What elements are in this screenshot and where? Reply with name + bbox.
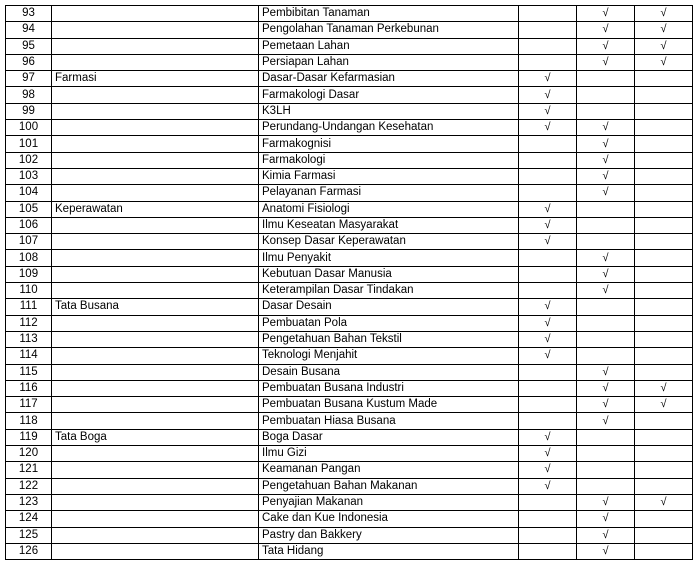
program-cell xyxy=(52,120,259,136)
program-cell xyxy=(52,22,259,38)
check-cell-2: √ xyxy=(577,527,635,543)
program-cell: Tata Boga xyxy=(52,429,259,445)
check-cell-2: √ xyxy=(577,250,635,266)
check-cell-3 xyxy=(635,152,693,168)
row-number-cell: 110 xyxy=(6,283,52,299)
table-row xyxy=(6,283,693,299)
check-cell-1 xyxy=(519,511,577,527)
program-cell xyxy=(52,152,259,168)
subject-cell: Pemetaan Lahan xyxy=(259,38,519,54)
row-number-cell: 111 xyxy=(6,299,52,315)
check-cell-1 xyxy=(519,397,577,413)
check-cell-2: √ xyxy=(577,397,635,413)
program-cell xyxy=(52,6,259,22)
subject-cell: Ilmu Gizi xyxy=(259,446,519,462)
check-cell-2 xyxy=(577,478,635,494)
row-number-cell: 107 xyxy=(6,234,52,250)
check-cell-2 xyxy=(577,71,635,87)
check-cell-2 xyxy=(577,201,635,217)
table-row xyxy=(6,120,693,136)
table-row xyxy=(6,168,693,184)
program-cell xyxy=(52,168,259,184)
check-cell-1: √ xyxy=(519,331,577,347)
program-cell xyxy=(52,380,259,396)
subject-cell: Pelayanan Farmasi xyxy=(259,185,519,201)
check-cell-3 xyxy=(635,266,693,282)
subject-cell: Pembuatan Busana Kustum Made xyxy=(259,397,519,413)
check-cell-2: √ xyxy=(577,543,635,559)
table-row xyxy=(6,71,693,87)
subject-cell: Dasar-Dasar Kefarmasian xyxy=(259,71,519,87)
check-cell-3: √ xyxy=(635,6,693,22)
check-cell-2 xyxy=(577,331,635,347)
row-number-cell: 105 xyxy=(6,201,52,217)
subject-cell: Farmakognisi xyxy=(259,136,519,152)
table-row xyxy=(6,201,693,217)
subject-cell: Desain Busana xyxy=(259,364,519,380)
check-cell-2 xyxy=(577,87,635,103)
table-row xyxy=(6,185,693,201)
check-cell-3 xyxy=(635,120,693,136)
check-cell-3 xyxy=(635,511,693,527)
check-cell-2 xyxy=(577,299,635,315)
row-number-cell: 100 xyxy=(6,120,52,136)
table-row xyxy=(6,413,693,429)
row-number-cell: 121 xyxy=(6,462,52,478)
table-row xyxy=(6,511,693,527)
subject-cell: Ilmu Keseatan Masyarakat xyxy=(259,217,519,233)
check-cell-1: √ xyxy=(519,478,577,494)
table-row xyxy=(6,266,693,282)
row-number-cell: 123 xyxy=(6,494,52,510)
check-cell-3: √ xyxy=(635,38,693,54)
table-row xyxy=(6,54,693,70)
check-cell-2 xyxy=(577,234,635,250)
subject-cell: Boga Dasar xyxy=(259,429,519,445)
check-cell-1 xyxy=(519,494,577,510)
row-number-cell: 124 xyxy=(6,511,52,527)
check-cell-2: √ xyxy=(577,6,635,22)
program-cell xyxy=(52,234,259,250)
row-number-cell: 119 xyxy=(6,429,52,445)
subject-cell: Konsep Dasar Keperawatan xyxy=(259,234,519,250)
check-cell-3 xyxy=(635,103,693,119)
check-cell-1 xyxy=(519,38,577,54)
check-cell-3: √ xyxy=(635,397,693,413)
check-cell-3 xyxy=(635,331,693,347)
check-cell-2: √ xyxy=(577,266,635,282)
check-cell-2 xyxy=(577,348,635,364)
check-cell-1 xyxy=(519,266,577,282)
check-cell-1 xyxy=(519,364,577,380)
subject-cell: Farmakologi xyxy=(259,152,519,168)
row-number-cell: 122 xyxy=(6,478,52,494)
row-number-cell: 104 xyxy=(6,185,52,201)
row-number-cell: 98 xyxy=(6,87,52,103)
check-cell-1 xyxy=(519,380,577,396)
check-cell-3 xyxy=(635,429,693,445)
check-cell-3 xyxy=(635,299,693,315)
check-cell-2: √ xyxy=(577,120,635,136)
check-cell-3 xyxy=(635,543,693,559)
check-cell-2: √ xyxy=(577,22,635,38)
check-cell-1: √ xyxy=(519,462,577,478)
check-cell-2 xyxy=(577,217,635,233)
program-cell xyxy=(52,136,259,152)
program-cell xyxy=(52,87,259,103)
check-cell-2: √ xyxy=(577,364,635,380)
check-cell-3 xyxy=(635,315,693,331)
check-cell-1 xyxy=(519,185,577,201)
check-cell-1: √ xyxy=(519,87,577,103)
program-cell xyxy=(52,38,259,54)
check-cell-3 xyxy=(635,136,693,152)
check-cell-2 xyxy=(577,315,635,331)
check-cell-3: √ xyxy=(635,494,693,510)
check-cell-2 xyxy=(577,103,635,119)
program-cell xyxy=(52,511,259,527)
subject-cell: Farmakologi Dasar xyxy=(259,87,519,103)
table-row xyxy=(6,397,693,413)
check-cell-2: √ xyxy=(577,136,635,152)
table-row xyxy=(6,315,693,331)
check-cell-2: √ xyxy=(577,185,635,201)
subject-cell: Teknologi Menjahit xyxy=(259,348,519,364)
check-cell-2: √ xyxy=(577,152,635,168)
table-row xyxy=(6,494,693,510)
check-cell-1 xyxy=(519,413,577,429)
check-cell-3 xyxy=(635,462,693,478)
check-cell-3 xyxy=(635,71,693,87)
check-cell-1: √ xyxy=(519,103,577,119)
row-number-cell: 126 xyxy=(6,543,52,559)
program-cell: Tata Busana xyxy=(52,299,259,315)
check-cell-1 xyxy=(519,136,577,152)
table-row xyxy=(6,152,693,168)
program-cell xyxy=(52,250,259,266)
table-row xyxy=(6,331,693,347)
check-cell-3 xyxy=(635,527,693,543)
check-cell-1 xyxy=(519,22,577,38)
check-cell-3 xyxy=(635,446,693,462)
check-cell-2: √ xyxy=(577,38,635,54)
row-number-cell: 120 xyxy=(6,446,52,462)
program-cell xyxy=(52,478,259,494)
check-cell-3 xyxy=(635,87,693,103)
check-cell-3 xyxy=(635,201,693,217)
program-cell xyxy=(52,397,259,413)
row-number-cell: 97 xyxy=(6,71,52,87)
check-cell-1 xyxy=(519,168,577,184)
program-cell: Farmasi xyxy=(52,71,259,87)
program-cell xyxy=(52,185,259,201)
table-row xyxy=(6,446,693,462)
row-number-cell: 112 xyxy=(6,315,52,331)
subject-cell: Kimia Farmasi xyxy=(259,168,519,184)
subject-cell: Pengetahuan Bahan Tekstil xyxy=(259,331,519,347)
row-number-cell: 113 xyxy=(6,331,52,347)
subject-cell: Kebutuan Dasar Manusia xyxy=(259,266,519,282)
check-cell-1: √ xyxy=(519,429,577,445)
subject-table xyxy=(5,5,693,560)
row-number-cell: 102 xyxy=(6,152,52,168)
check-cell-3 xyxy=(635,168,693,184)
table-row xyxy=(6,348,693,364)
row-number-cell: 117 xyxy=(6,397,52,413)
subject-cell: Perundang-Undangan Kesehatan xyxy=(259,120,519,136)
program-cell xyxy=(52,527,259,543)
check-cell-2 xyxy=(577,446,635,462)
check-cell-1 xyxy=(519,283,577,299)
row-number-cell: 99 xyxy=(6,103,52,119)
check-cell-3 xyxy=(635,364,693,380)
program-cell xyxy=(52,217,259,233)
program-cell xyxy=(52,364,259,380)
check-cell-3 xyxy=(635,348,693,364)
check-cell-2: √ xyxy=(577,283,635,299)
row-number-cell: 103 xyxy=(6,168,52,184)
check-cell-1 xyxy=(519,152,577,168)
check-cell-1: √ xyxy=(519,299,577,315)
row-number-cell: 106 xyxy=(6,217,52,233)
subject-cell: Pembuatan Hiasa Busana xyxy=(259,413,519,429)
check-cell-1: √ xyxy=(519,71,577,87)
check-cell-2: √ xyxy=(577,494,635,510)
row-number-cell: 116 xyxy=(6,380,52,396)
check-cell-3: √ xyxy=(635,22,693,38)
program-cell xyxy=(52,494,259,510)
subject-cell: Anatomi Fisiologi xyxy=(259,201,519,217)
check-cell-2: √ xyxy=(577,511,635,527)
subject-cell: K3LH xyxy=(259,103,519,119)
subject-cell: Keamanan Pangan xyxy=(259,462,519,478)
check-cell-1: √ xyxy=(519,217,577,233)
row-number-cell: 108 xyxy=(6,250,52,266)
program-cell xyxy=(52,331,259,347)
check-cell-3 xyxy=(635,250,693,266)
row-number-cell: 95 xyxy=(6,38,52,54)
table-body xyxy=(6,6,693,560)
check-cell-3 xyxy=(635,478,693,494)
subject-cell: Pembuatan Pola xyxy=(259,315,519,331)
table-row xyxy=(6,6,693,22)
row-number-cell: 125 xyxy=(6,527,52,543)
table-row xyxy=(6,38,693,54)
table-row xyxy=(6,462,693,478)
program-cell xyxy=(52,413,259,429)
check-cell-1: √ xyxy=(519,201,577,217)
program-cell xyxy=(52,315,259,331)
check-cell-1: √ xyxy=(519,315,577,331)
subject-cell: Pembibitan Tanaman xyxy=(259,6,519,22)
check-cell-2: √ xyxy=(577,413,635,429)
program-cell xyxy=(52,283,259,299)
check-cell-1: √ xyxy=(519,446,577,462)
row-number-cell: 114 xyxy=(6,348,52,364)
subject-cell: Persiapan Lahan xyxy=(259,54,519,70)
check-cell-3 xyxy=(635,413,693,429)
check-cell-1: √ xyxy=(519,234,577,250)
subject-cell: Tata Hidang xyxy=(259,543,519,559)
row-number-cell: 118 xyxy=(6,413,52,429)
check-cell-3 xyxy=(635,185,693,201)
subject-cell: Cake dan Kue Indonesia xyxy=(259,511,519,527)
program-cell xyxy=(52,462,259,478)
table-row xyxy=(6,136,693,152)
check-cell-2 xyxy=(577,429,635,445)
program-cell xyxy=(52,348,259,364)
subject-cell: Pastry dan Bakkery xyxy=(259,527,519,543)
check-cell-3 xyxy=(635,234,693,250)
check-cell-2: √ xyxy=(577,168,635,184)
row-number-cell: 93 xyxy=(6,6,52,22)
table-row xyxy=(6,478,693,494)
subject-cell: Pengolahan Tanaman Perkebunan xyxy=(259,22,519,38)
subject-cell: Dasar Desain xyxy=(259,299,519,315)
program-cell xyxy=(52,543,259,559)
subject-cell: Ilmu Penyakit xyxy=(259,250,519,266)
table-row xyxy=(6,543,693,559)
check-cell-1 xyxy=(519,54,577,70)
program-cell xyxy=(52,266,259,282)
program-cell xyxy=(52,446,259,462)
table-row xyxy=(6,22,693,38)
check-cell-3 xyxy=(635,217,693,233)
check-cell-3: √ xyxy=(635,380,693,396)
row-number-cell: 101 xyxy=(6,136,52,152)
check-cell-2: √ xyxy=(577,380,635,396)
table-row xyxy=(6,87,693,103)
program-cell: Keperawatan xyxy=(52,201,259,217)
check-cell-2 xyxy=(577,462,635,478)
table-row xyxy=(6,429,693,445)
table-row xyxy=(6,380,693,396)
subject-cell: Pembuatan Busana Industri xyxy=(259,380,519,396)
table-row xyxy=(6,299,693,315)
check-cell-2: √ xyxy=(577,54,635,70)
row-number-cell: 94 xyxy=(6,22,52,38)
table-row xyxy=(6,364,693,380)
subject-cell: Penyajian Makanan xyxy=(259,494,519,510)
table-row xyxy=(6,527,693,543)
subject-cell: Pengetahuan Bahan Makanan xyxy=(259,478,519,494)
check-cell-1 xyxy=(519,250,577,266)
subject-cell: Keterampilan Dasar Tindakan xyxy=(259,283,519,299)
row-number-cell: 115 xyxy=(6,364,52,380)
check-cell-1: √ xyxy=(519,120,577,136)
table-row xyxy=(6,217,693,233)
check-cell-1 xyxy=(519,527,577,543)
table-row xyxy=(6,250,693,266)
program-cell xyxy=(52,103,259,119)
program-cell xyxy=(52,54,259,70)
check-cell-3 xyxy=(635,283,693,299)
table-row xyxy=(6,234,693,250)
table-row xyxy=(6,103,693,119)
check-cell-1: √ xyxy=(519,348,577,364)
row-number-cell: 96 xyxy=(6,54,52,70)
check-cell-1 xyxy=(519,6,577,22)
check-cell-1 xyxy=(519,543,577,559)
check-cell-3: √ xyxy=(635,54,693,70)
row-number-cell: 109 xyxy=(6,266,52,282)
